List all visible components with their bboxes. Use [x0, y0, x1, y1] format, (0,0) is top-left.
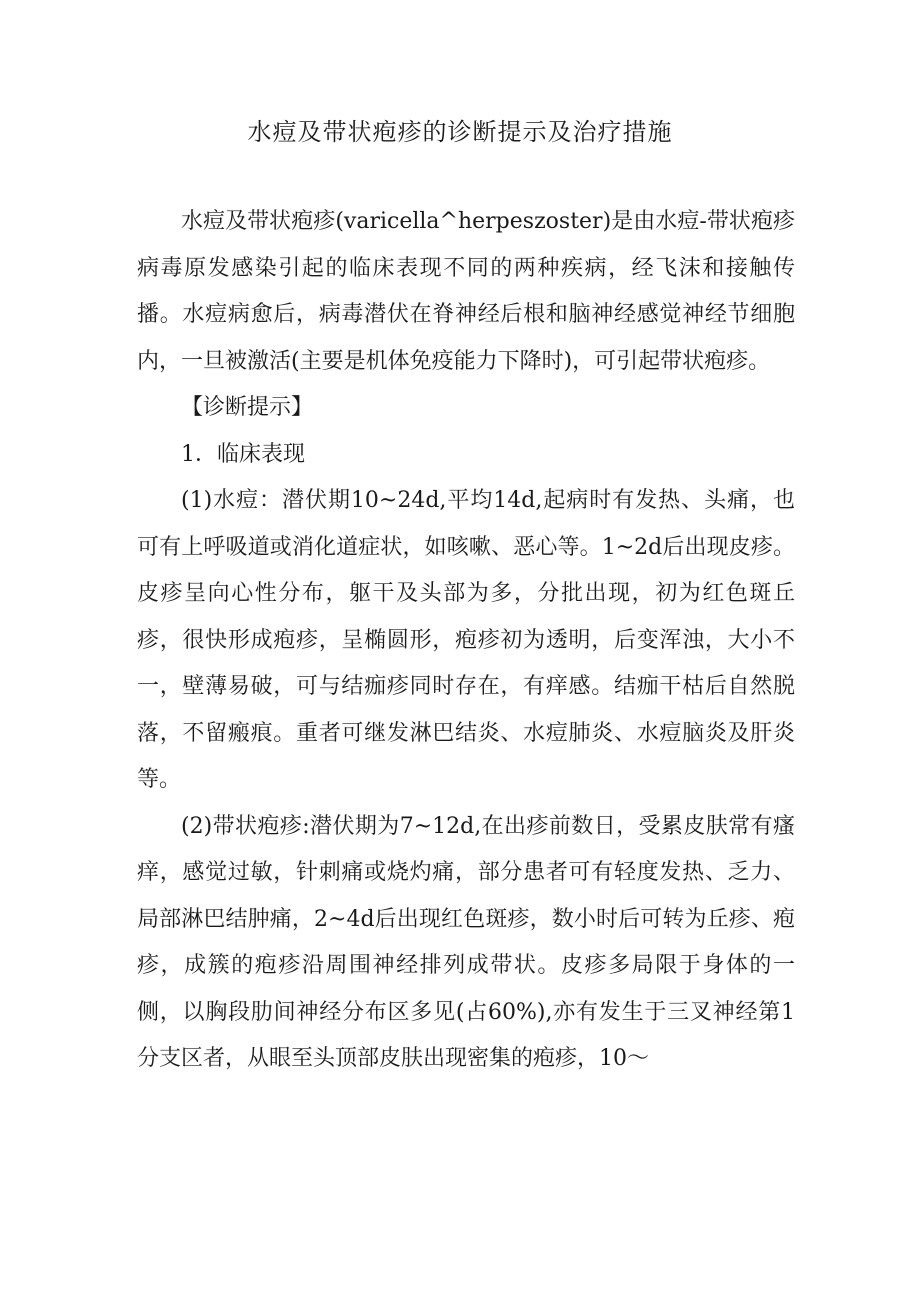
- document-title: 水痘及带状疱疹的诊断提示及治疗措施: [247, 118, 673, 146]
- document-body: [137, 199, 795, 1083]
- section-heading-diagnosis: 【诊断提示】: [181, 395, 314, 420]
- paragraph-herpes-zoster: (2)带状疱疹:潜伏期为7~12d,在出疹前数日，受累皮肤常有瘙痒，感觉过敏，针刺痛或烧灼痛，部分患者可有轻度发热、乏力、局部淋巴结肿痛，2~4d后出现红色斑疹，数小时后可转为丘疹、疱疹，成簇的疱疹沿周围神经排列成带状。皮疹多局限于身体的一侧，以胸段肋间神经分布区多见(占60%),亦有发生于三叉神经第1分支区者，从眼至头顶部皮肤出现密集的疱疹，10～: [137, 813, 795, 1071]
- subheading-clinical-manifestations: 1．临床表现: [181, 441, 305, 467]
- intro-paragraph: 水痘及带状疱疹(varicella^herpeszoster)是由水痘-带状疱疹病毒原发感染引起的临床表现不同的两种疾病，经飞沫和接触传播。水痘病愈后，病毒潜伏在脊神经后根和脑神经感觉神经节细胞内，一旦被激活(主要是机体免疫能力下降时)，可引起带状疱疹。: [137, 209, 795, 374]
- paragraph-varicella: (1)水痘：潜伏期10~24d,平均14d,起病时有发热、头痛，也可有上呼吸道或消化道症状，如咳嗽、恶心等。1~2d后出现皮疹。皮疹呈向心性分布，躯干及头部为多，分批出现，初为红色斑丘疹，很快形成疱疹，呈椭圆形，疱疹初为透明，后变浑浊，大小不一，壁薄易破，可与结痂疹同时存在，有痒感。结痂干枯后自然脱落，不留瘢痕。重者可继发淋巴结炎、水痘肺炎、水痘脑炎及肝炎等。: [137, 488, 795, 792]
